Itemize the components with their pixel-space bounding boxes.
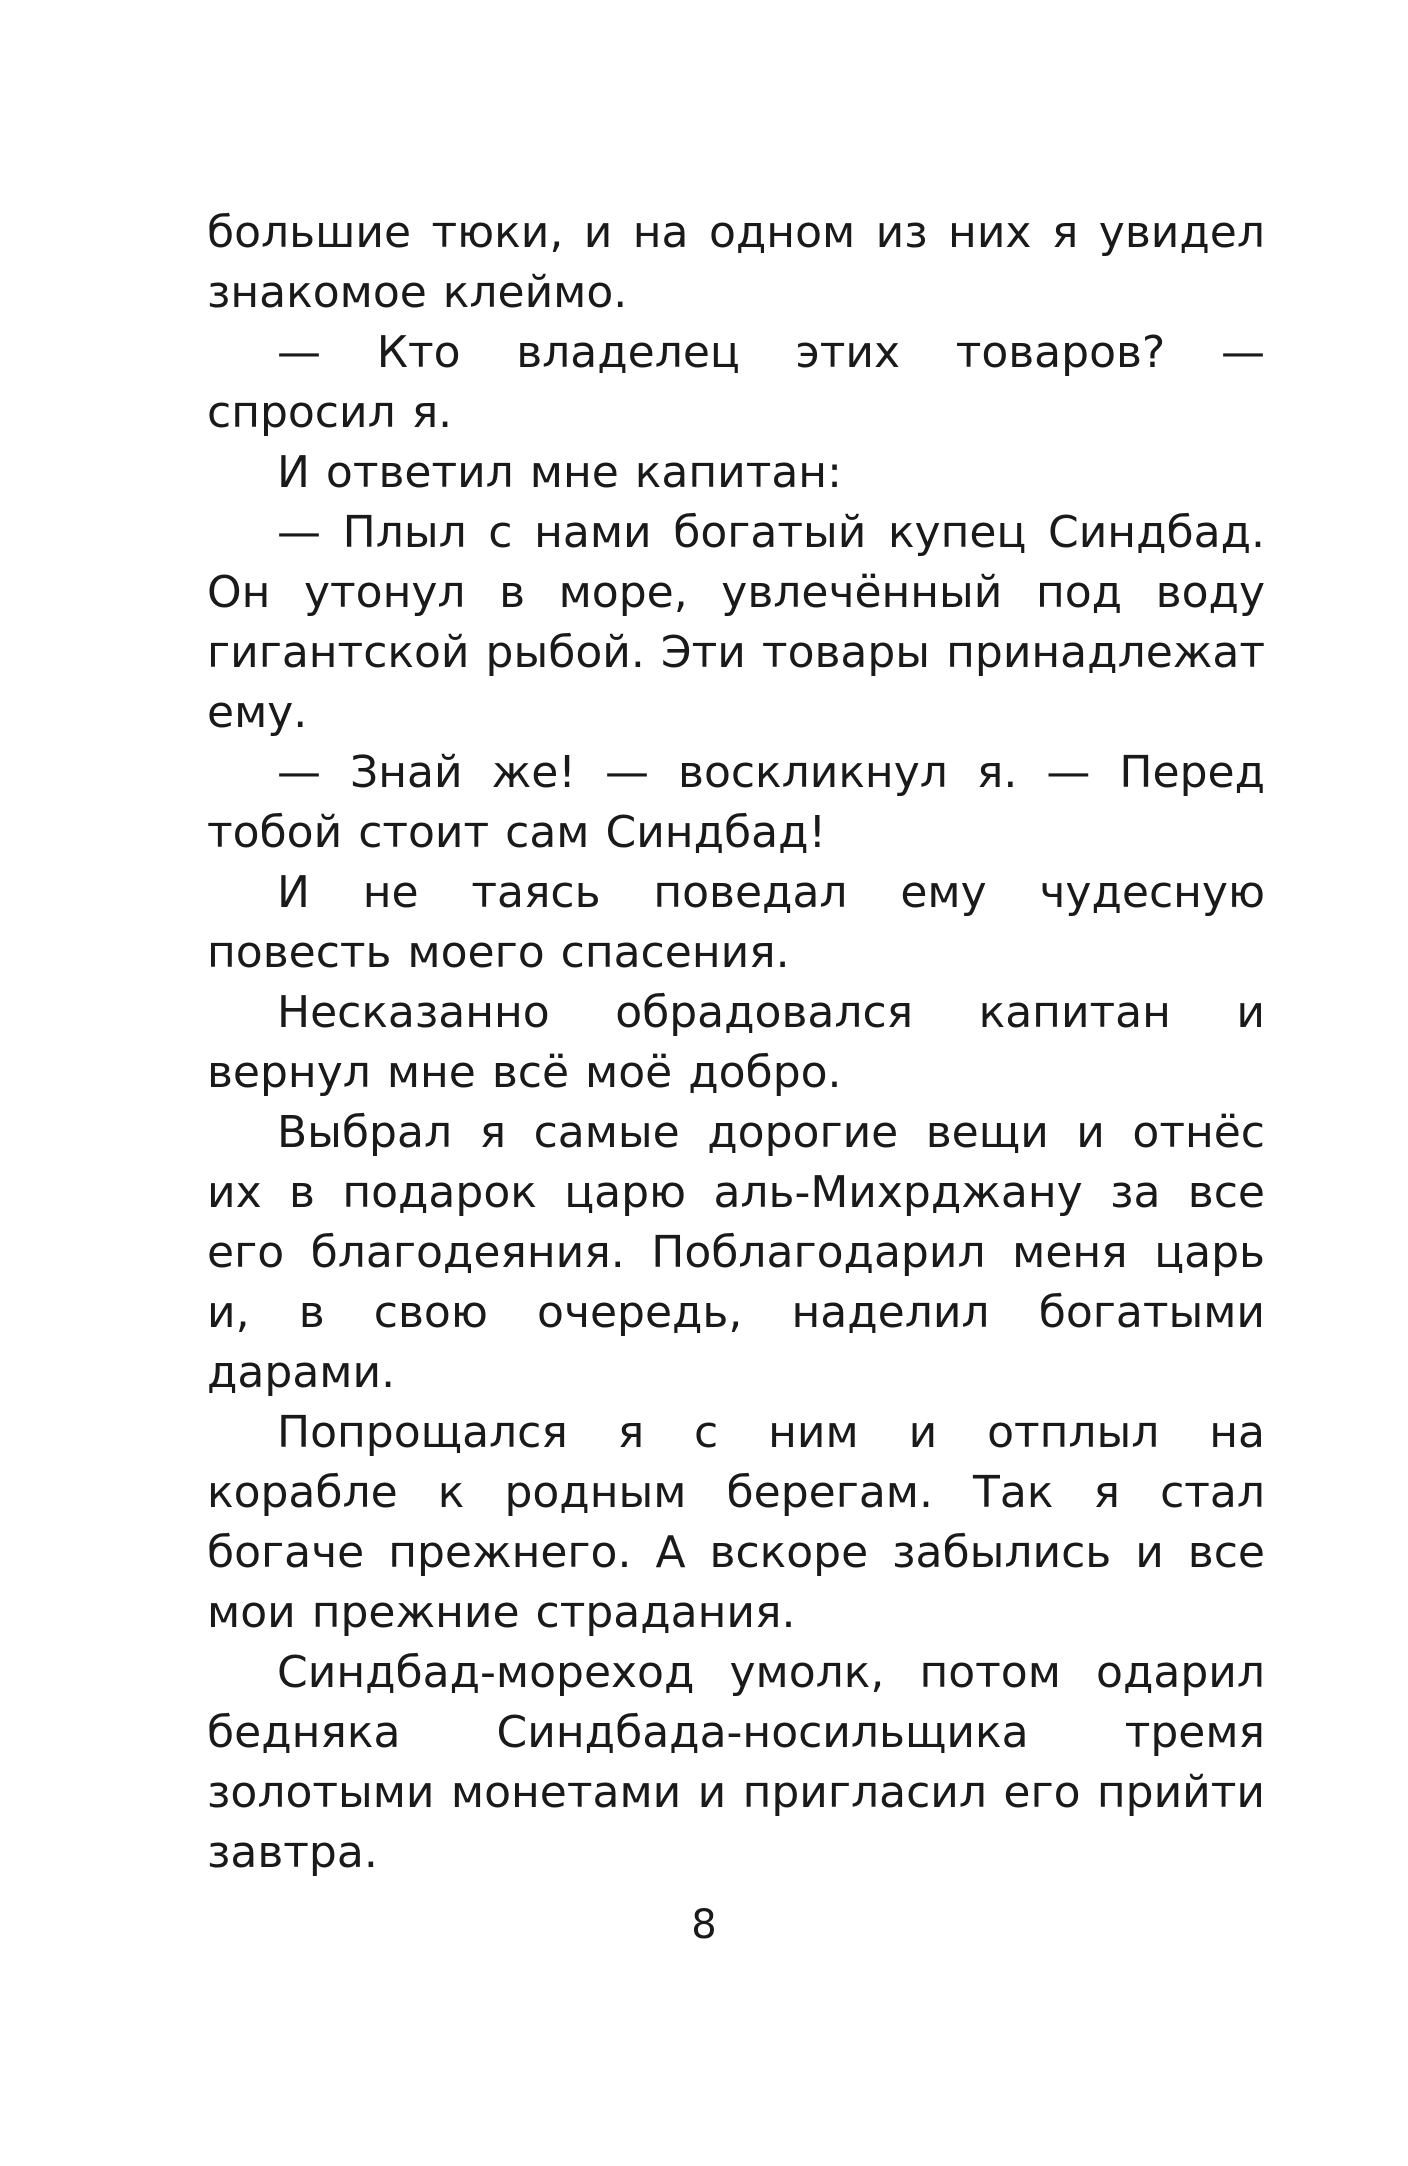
paragraph: — Знай же! — воскликнул я. — Перед тобой стоит сам Синдбад! <box>207 747 1265 858</box>
paragraph: — Кто владелец этих товаров? — спросил я. <box>207 327 1265 438</box>
paragraph: Несказанно обрадовался капитан и вернул мне всё моё добро. <box>207 987 1265 1098</box>
paragraph: И не таясь поведал ему чудесную повесть моего спасения. <box>207 867 1265 978</box>
paragraph: Попрощался я с ним и отплыл на корабле к родным берегам. Так я стал богаче прежнего. А вскоре забылись и все мои прежние страдания. <box>207 1407 1265 1638</box>
paragraph: большие тюки, и на одном из них я увидел знакомое клеймо. <box>207 207 1265 318</box>
body-text <box>207 203 1265 1883</box>
paragraph: — Плыл с нами богатый купец Синдбад. Он утонул в море, увлечённый под воду гигантской рыбой. Эти товары принадлежат ему. <box>207 507 1265 738</box>
paragraph: Синдбад-мореход умолк, потом одарил бедняка Синдбада-носильщика тремя золотыми монетами и пригласил его прийти завтра. <box>207 1647 1265 1878</box>
page-number: 8 <box>691 1902 717 1948</box>
paragraph: Выбрал я самые дорогие вещи и отнёс их в подарок царю аль-Михрджану за все его благодеяния. Поблагодарил меня царь и, в свою очередь, наделил богатыми дарами. <box>207 1107 1265 1398</box>
paragraph: И ответил мне капитан: <box>277 447 842 498</box>
